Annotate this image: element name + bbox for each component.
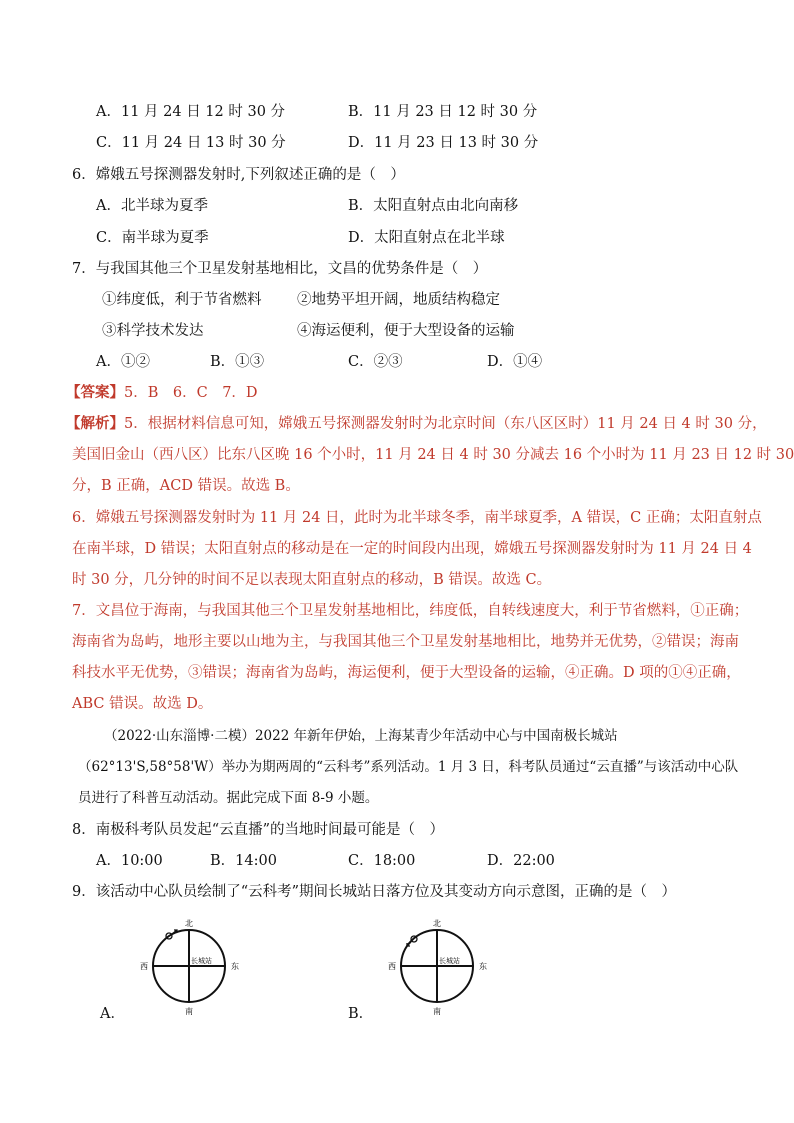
analysis-line-1 <box>66 414 767 434</box>
q7-statement-1: ①纬度低，利于节省燃料 <box>102 292 262 308</box>
west-label: 西 <box>140 962 148 971</box>
q7-statement-3: ③科学技术发达 <box>102 323 204 339</box>
east-label: 东 <box>479 962 487 971</box>
diagram-a <box>138 917 248 1021</box>
q7-option-d: D．①④ <box>487 354 543 370</box>
q7-stem: 7．与我国其他三个卫星发射基地相比，文昌的优势条件是（ ） <box>72 261 488 277</box>
q8-option-a: A．10:00 <box>96 853 163 869</box>
q7-statement-4: ④海运便利，便于大型设备的运输 <box>297 323 515 339</box>
analysis-line-2: 美国旧金山（西八区）比东八区晚 16 个小时，11 月 24 日 4 时 30 分减去 16 个小时为 11 月 23 日 12 时 30 <box>72 447 794 463</box>
station-label: 长城站 <box>191 957 212 965</box>
analysis-line-8: 海南省为岛屿，地形主要以山地为主，与我国其他三个卫星发射基地相比，地势并无优势，②错误；海南 <box>72 634 739 650</box>
q5-option-a: A．11 月 24 日 12 时 30 分 <box>96 104 286 120</box>
q9-stem: 9．该活动中心队员绘制了“云科考”期间长城站日落方位及其变动方向示意图，正确的是（ ） <box>72 884 677 900</box>
q6-option-d: D．太阳直射点在北半球 <box>348 230 505 246</box>
west-label: 西 <box>388 962 396 971</box>
q8-stem: 8．南极科考队员发起“云直播”的当地时间最可能是（ ） <box>72 822 445 838</box>
q9-option-b-label: B． <box>348 1006 374 1022</box>
answer-tag: 【答案】 <box>66 384 124 401</box>
q9-option-a-label: A． <box>100 1006 125 1022</box>
q8-option-d: D．22:00 <box>487 853 555 869</box>
q7-option-c: C．②③ <box>348 354 403 370</box>
analysis-line-3: 分，B 正确，ACD 错误。故选 B。 <box>72 478 300 494</box>
analysis-line-5: 在南半球，D 错误；太阳直射点的移动是在一定的时间段内出现，嫦娥五号探测器发射时为 11 月 24 日 4 <box>72 541 752 557</box>
q8-option-c: C．18:00 <box>348 853 416 869</box>
analysis-line-9: 科技水平无优势，③错误；海南省为岛屿，海运便利，便于大型设备的运输，④正确。D 项的①④正确， <box>72 665 741 681</box>
q6-stem: 6．嫦娥五号探测器发射时,下列叙述正确的是（ ） <box>72 167 405 183</box>
material-line-3: 员进行了科普互动活动。据此完成下面 8-9 小题。 <box>78 790 379 806</box>
analysis-line-10: ABC 错误。故选 D。 <box>72 696 213 712</box>
q6-option-a: A．北半球为夏季 <box>96 198 208 214</box>
north-label: 北 <box>433 919 441 928</box>
q6-option-b: B．太阳直射点由北向南移 <box>348 198 519 214</box>
q6-option-c: C．南半球为夏季 <box>96 230 209 246</box>
station-label: 长城站 <box>439 957 460 965</box>
east-label: 东 <box>231 962 239 971</box>
q5-option-b: B．11 月 23 日 12 时 30 分 <box>348 104 538 120</box>
material-line-1: （2022·山东淄博·二模）2022 年新年伊始，上海某青少年活动中心与中国南极长城站 <box>104 728 618 744</box>
q7-option-b: B．①③ <box>210 354 265 370</box>
south-label: 南 <box>433 1007 441 1016</box>
analysis-line-7: 7．文昌位于海南，与我国其他三个卫星发射基地相比，纬度低，自转线速度大，利于节省燃料，①正确； <box>72 603 749 619</box>
analysis-tag: 【解析】 <box>66 415 124 432</box>
q5-option-c: C．11 月 24 日 13 时 30 分 <box>96 135 286 151</box>
q5-option-d: D．11 月 23 日 13 时 30 分 <box>348 135 539 151</box>
q7-statement-2: ②地势平坦开阔，地质结构稳定 <box>297 292 500 308</box>
south-label: 南 <box>185 1007 193 1016</box>
analysis-text-1: 5．根据材料信息可知，嫦娥五号探测器发射时为北京时间（东八区区时）11 月 24 日 4 时 30 分， <box>124 416 767 432</box>
diagram-b <box>386 917 496 1021</box>
q8-option-b: B．14:00 <box>210 853 277 869</box>
material-line-2: （62°13'S,58°58'W）举办为期两周的“云科考”系列活动。1 月 3 日，科考队员通过“云直播”与该活动中心队 <box>78 759 739 775</box>
north-label: 北 <box>185 919 193 928</box>
analysis-line-6: 时 30 分，几分钟的时间不足以表现太阳直射点的移动，B 错误。故选 C。 <box>72 572 552 588</box>
q7-option-a: A．①② <box>96 354 150 370</box>
analysis-line-4: 6．嫦娥五号探测器发射时为 11 月 24 日，此时为北半球冬季，南半球夏季，A 错误，C 正确；太阳直射点 <box>72 510 762 526</box>
answer-text: 5．B 6．C 7．D <box>124 385 258 401</box>
answer-line <box>66 383 258 403</box>
